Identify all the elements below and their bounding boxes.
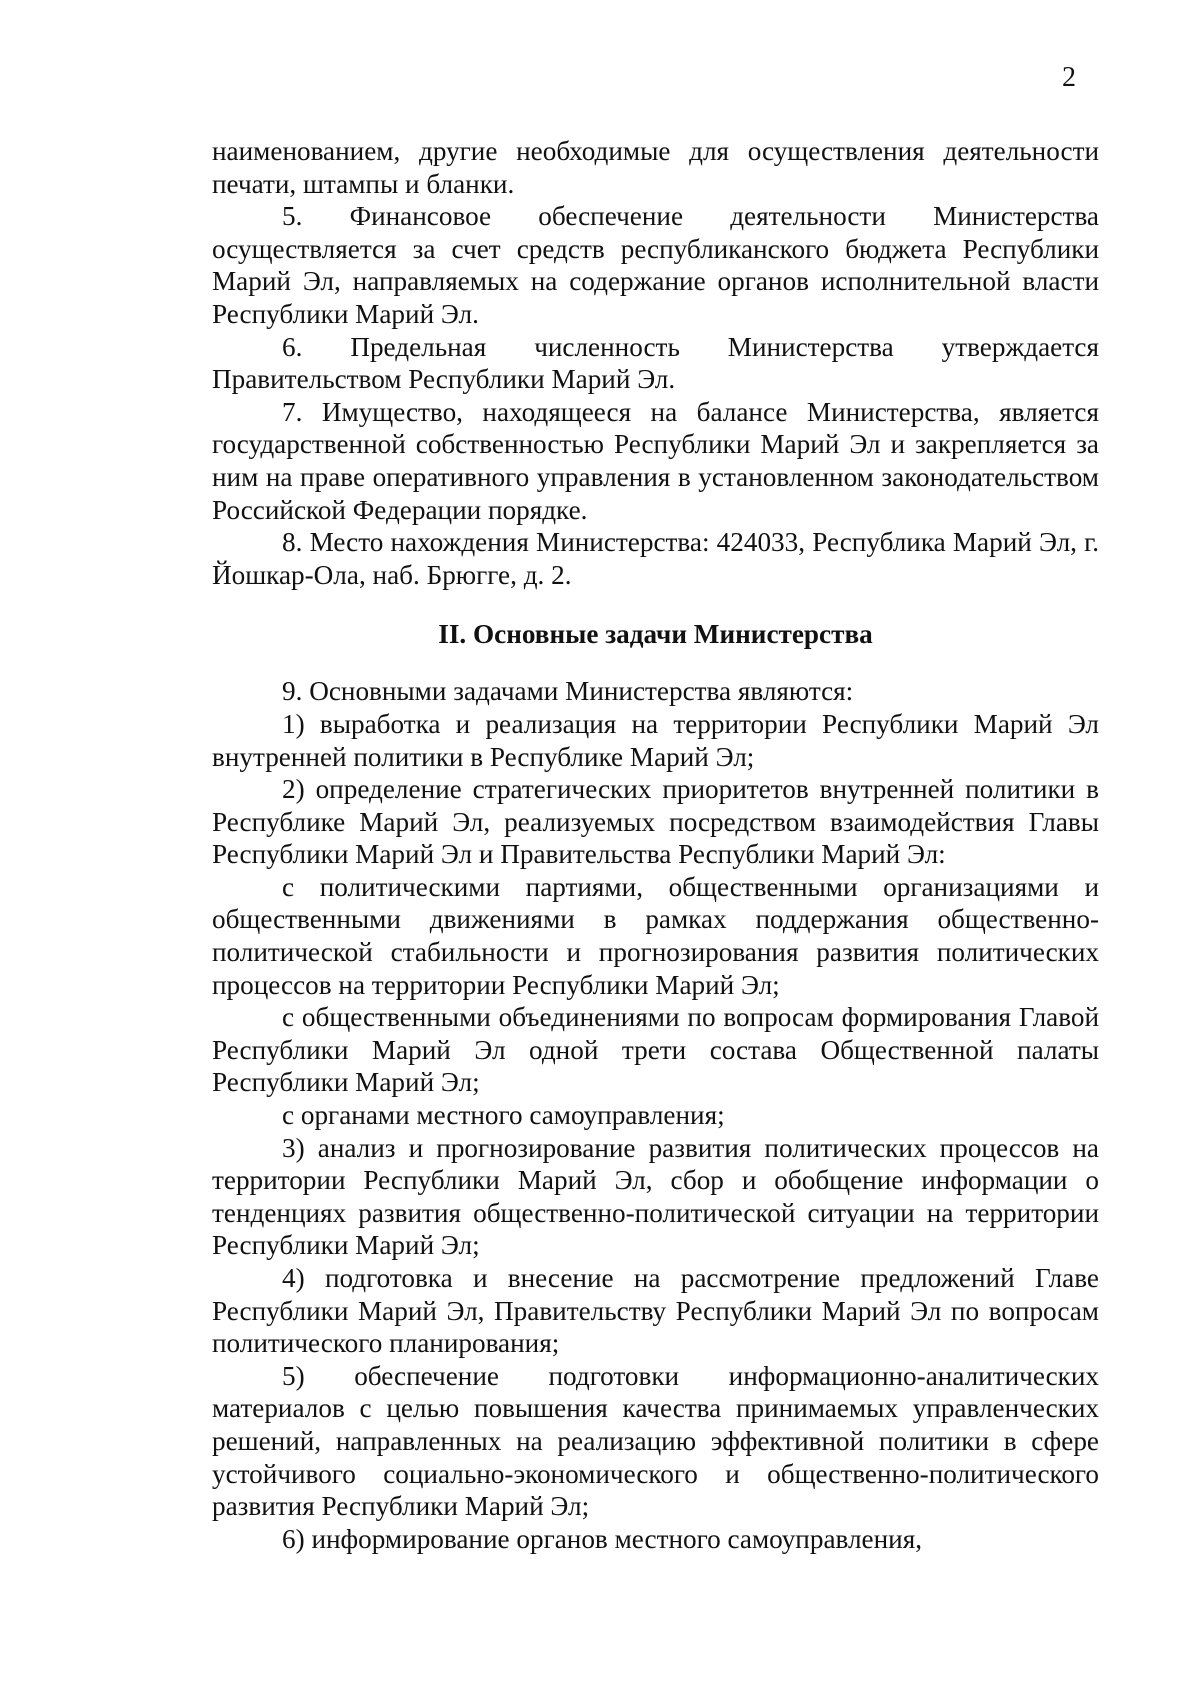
paragraph: с политическими партиями, общественными организациями и общественными движениями в рамках поддержания общественно-политической стабильности и прогнозирования развития политических процессов на территории Республики Марий Эл; [212,871,1099,1000]
paragraphs-after-section [212,675,1099,1555]
paragraph: 2) определение стратегических приоритетов внутренней политики в Республике Марий Эл, реализуемых посредством взаимодействия Главы Республики Марий Эл и Правительства Республики Марий Эл: [212,774,1099,870]
paragraph: 8. Место нахождения Министерства: 424033, Республика Марий Эл, г. Йошкар-Ола, наб. Брюгге, д. 2. [212,527,1099,590]
paragraph: с органами местного самоуправления; [282,1100,725,1131]
document-body [212,135,1099,1555]
paragraphs-before-section [212,135,1099,591]
paragraph: 3) анализ и прогнозирование развития политических процессов на территории Республики Марий Эл, сбор и обобщение информации о тенденциях развития общественно-политической ситуации на территории Республики Марий Эл; [212,1132,1099,1261]
paragraph: 4) подготовка и внесение на рассмотрение предложений Главе Республики Марий Эл, Правительству Республики Марий Эл по вопросам политического планирования; [212,1263,1099,1359]
paragraph: 7. Имущество, находящееся на балансе Министерства, является государственной собственностью Республики Марий Эл и закрепляется за ним на праве оперативного управления в установленном законодательством Российской Федерации порядке. [212,396,1099,525]
paragraph: 5) обеспечение подготовки информационно-аналитических материалов с целью повышения качества принимаемых управленческих решений, направленных на реализацию эффективной политики в сфере устойчивого социально-экономического и общественно-политического развития Республики Марий Эл; [212,1360,1099,1522]
paragraph: 9. Основными задачами Министерства являются: [282,676,854,707]
paragraph: наименованием, другие необходимые для осуществления деятельности печати, штампы и бланки. [212,136,1099,199]
page-number: 2 [1062,62,1076,93]
paragraph: 6. Предельная численность Министерства утверждается Правительством Республики Марий Эл. [212,331,1099,395]
paragraph: с общественными объединениями по вопросам формирования Главой Республики Марий Эл одной трети состава Общественной палаты Республики Марий Эл; [212,1002,1099,1098]
paragraph: 1) выработка и реализация на территории Республики Марий Эл внутренней политики в Республике Марий Эл; [212,708,1099,772]
section-title: II. Основные задачи Министерства [438,619,873,650]
paragraph: 6) информирование органов местного самоуправления, [282,1523,923,1554]
paragraph: 5. Финансовое обеспечение деятельности Министерства осуществляется за счет средств республиканского бюджета Республики Марий Эл, направляемых на содержание органов исполнительной власти Республики Марий Эл. [212,201,1099,329]
